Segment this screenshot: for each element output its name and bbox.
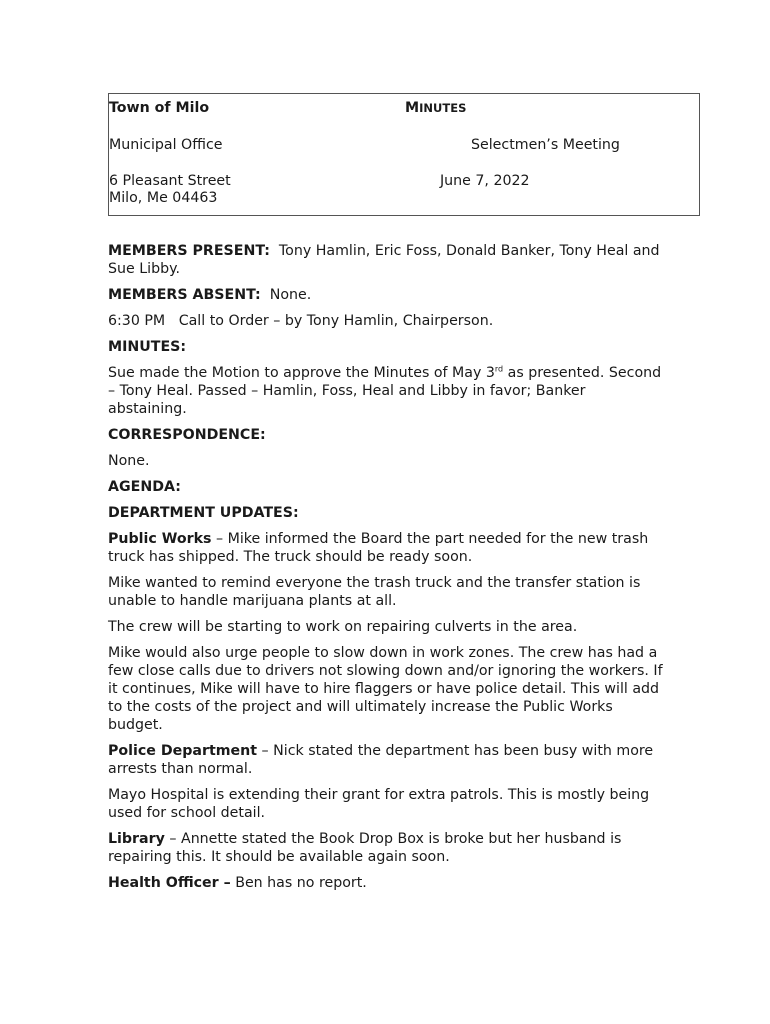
members-present-label: MEMBERS PRESENT: xyxy=(108,243,270,259)
public-works-update: Public Works – Mike informed the Board the part needed for the new trash truck has shipped. The truck should be ready soon. xyxy=(108,531,649,565)
members-absent-label: MEMBERS ABSENT: xyxy=(108,287,261,303)
office-name: Municipal Office xyxy=(109,137,223,153)
town-name: Town of Milo xyxy=(109,100,210,116)
minutes-motion: Sue made the Motion to approve the Minutes of May 3rd as presented. Second – Tony Heal. Passed – Hamlin, Foss, Heal and Libby in favor; Banker abstaining. xyxy=(108,364,662,417)
members-absent xyxy=(108,286,668,304)
header-box xyxy=(108,93,700,216)
members-present xyxy=(108,242,668,278)
meeting-date: June 7, 2022 xyxy=(440,173,530,189)
correspondence-text: None. xyxy=(108,453,150,469)
health-officer-update: Health Officer – Ben has no report. xyxy=(108,875,367,891)
members-absent-text: None. xyxy=(269,287,312,303)
health-officer-label: Health Officer – xyxy=(108,875,231,891)
police-label: Police Department xyxy=(108,743,258,759)
agenda-heading: AGENDA: xyxy=(108,479,181,495)
correspondence-heading: CORRESPONDENCE: xyxy=(108,427,266,443)
call-to-order: 6:30 PM Call to Order – by Tony Hamlin, Chairperson. xyxy=(108,313,494,329)
minutes-body xyxy=(108,242,668,900)
department-updates-heading: DEPARTMENT UPDATES: xyxy=(108,505,299,521)
city-address: Milo, Me 04463 xyxy=(109,190,218,206)
police-update: Police Department – Nick stated the department has been busy with more arrests than normal. xyxy=(108,743,654,777)
public-works-trash-note: Mike wanted to remind everyone the trash truck and the transfer station is unable to handle marijuana plants at all. xyxy=(108,575,641,609)
minutes-heading: MINUTES: xyxy=(108,339,187,355)
police-grant-note: Mayo Hospital is extending their grant for extra patrols. This is mostly being used for school detail. xyxy=(108,787,650,821)
street-address: 6 Pleasant Street xyxy=(109,173,231,189)
public-works-work-zones-note: Mike would also urge people to slow down in work zones. The crew has had a few close calls due to drivers not slowing down and/or ignoring the workers. If it continues, Mike will have to hire flaggers or have police detail. This will add to the costs of the project and will ultimately increase the Public Works budget. xyxy=(108,645,663,733)
public-works-culverts-note: The crew will be starting to work on repairing culverts in the area. xyxy=(108,619,578,635)
library-update: Library – Annette stated the Book Drop Box is broke but her husband is repairing this. It should be available again soon. xyxy=(108,831,622,865)
document-type: MINUTES xyxy=(405,100,467,116)
members-present-text: Tony Hamlin, Eric Foss, Donald Banker, Tony Heal and Sue Libby. xyxy=(108,243,660,277)
meeting-name: Selectmen’s Meeting xyxy=(471,137,620,153)
public-works-label: Public Works xyxy=(108,531,212,547)
library-label: Library xyxy=(108,831,165,847)
